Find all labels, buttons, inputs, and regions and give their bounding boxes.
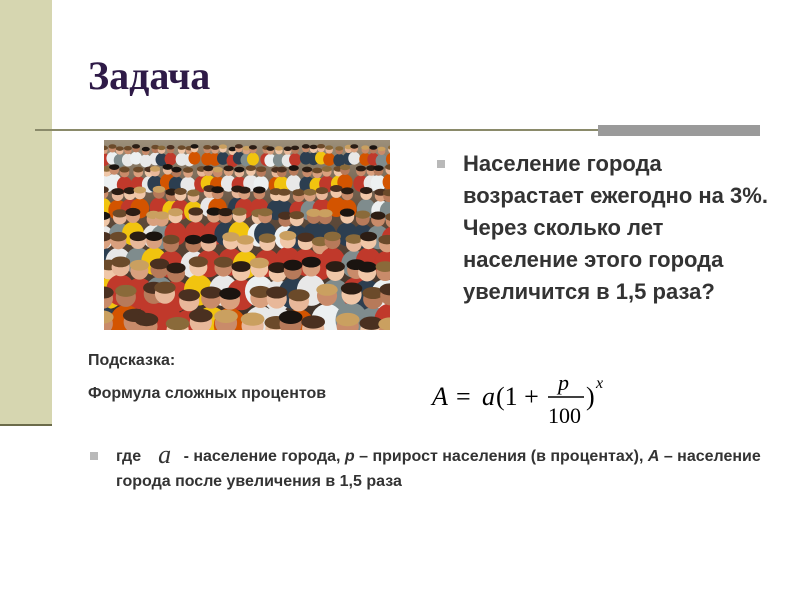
formula-lhs: A: [432, 382, 448, 411]
where-part3: – население города после увеличения в 1,5 раза: [116, 448, 761, 490]
a-symbol: a: [158, 440, 172, 469]
formula-denominator: 100: [548, 403, 581, 428]
formula-coef: a: [482, 382, 495, 411]
where-prefix: где: [116, 448, 142, 465]
crowd-photo: [104, 140, 390, 330]
compound-interest-formula: [430, 368, 630, 428]
formula-open: (1 +: [496, 382, 539, 411]
formula-numerator: p: [558, 370, 569, 395]
formula-equals: =: [456, 382, 471, 411]
problem-bullet: [437, 160, 445, 168]
hint-label: Подсказка:: [88, 352, 176, 369]
title-divider-accent: [598, 125, 760, 136]
p-symbol: р: [344, 448, 355, 465]
left-decor-band: [0, 0, 52, 425]
where-bullet: [90, 452, 98, 460]
left-band-edge: [0, 424, 52, 426]
A-symbol: А: [647, 448, 660, 465]
crowd-illustration: [104, 140, 390, 330]
formula-close: ): [586, 382, 595, 411]
formula-label: Формула сложных процентов: [88, 385, 327, 402]
definitions-text: [116, 440, 776, 494]
slide-title: Задача: [88, 53, 211, 98]
where-part2: – прирост населения (в процентах),: [354, 448, 648, 465]
formula-exponent: x: [596, 375, 604, 392]
problem-text: Население города возрастает ежегодно на 3%. Через сколько лет население этого города увеличится в 1,5 раза?: [463, 151, 768, 304]
where-part1: - население города,: [183, 448, 345, 465]
